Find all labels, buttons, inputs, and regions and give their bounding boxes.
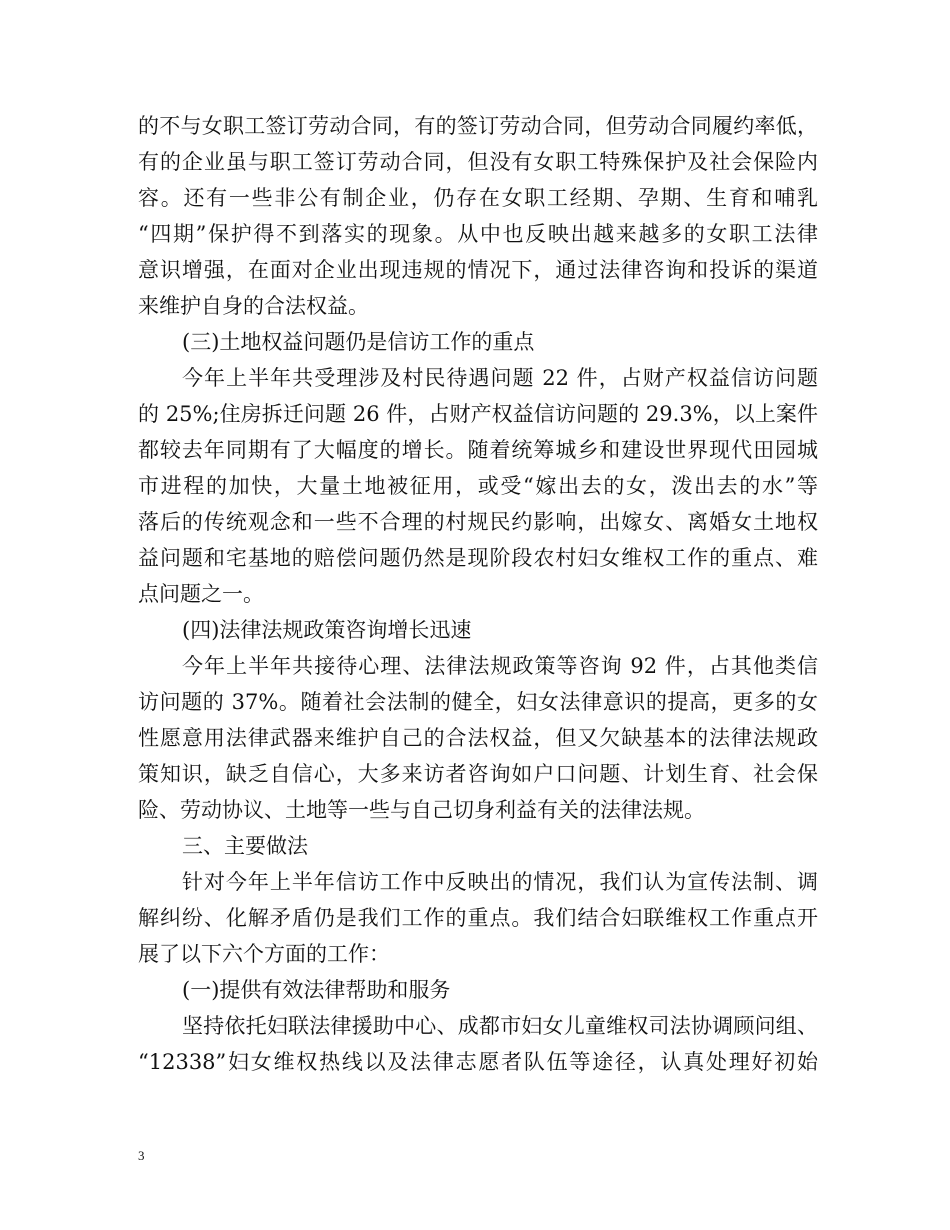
section-heading: (一)提供有效法律帮助和服务 <box>182 978 451 1002</box>
paragraph-line: 容。还有一些非公有制企业，仍存在女职工经期、孕期、生育和哺乳 <box>138 186 818 210</box>
paragraph-line: “四期”保护得不到落实的现象。从中也反映出越来越多的女职工法律 <box>138 222 818 246</box>
paragraph-line: 都较去年同期有了大幅度的增长。随着统筹城乡和建设世界现代田园城 <box>138 438 818 462</box>
paragraph-line: “12338”妇女维权热线以及法律志愿者队伍等途径，认真处理好初始 <box>138 1050 818 1074</box>
paragraph-line: 益问题和宅基地的赔偿问题仍然是现阶段农村妇女维权工作的重点、难 <box>138 546 818 570</box>
section-heading: (三)土地权益问题仍是信访工作的重点 <box>182 330 535 354</box>
paragraph-line: 针对今年上半年信访工作中反映出的情况，我们认为宣传法制、调 <box>182 870 818 894</box>
paragraph-line: 今年上半年共接待心理、法律法规政策等咨询 92 件，占其他类信 <box>182 654 818 678</box>
document-body <box>138 108 818 1080</box>
paragraph-line: 解纠纷、化解矛盾仍是我们工作的重点。我们结合妇联维权工作重点开 <box>138 906 818 930</box>
paragraph-line: 策知识，缺乏自信心，大多来访者咨询如户口问题、计划生育、社会保 <box>138 762 818 786</box>
paragraph-line: 意识增强，在面对企业出现违规的情况下，通过法律咨询和投诉的渠道 <box>138 258 818 282</box>
paragraph-line: 今年上半年共受理涉及村民待遇问题 22 件，占财产权益信访问题 <box>182 366 818 390</box>
paragraph-line: 访问题的 37%。随着社会法制的健全，妇女法律意识的提高，更多的女 <box>138 690 818 714</box>
paragraph-line: 点问题之一。 <box>138 582 264 606</box>
paragraph-line: 的不与女职工签订劳动合同，有的签订劳动合同，但劳动合同履约率低， <box>138 114 818 138</box>
paragraph-line: 有的企业虽与职工签订劳动合同，但没有女职工特殊保护及社会保险内 <box>138 150 818 174</box>
page-number: 3 <box>138 1148 145 1163</box>
paragraph-line: 险、劳动协议、土地等一些与自己切身利益有关的法律法规。 <box>138 798 705 822</box>
paragraph-line: 市进程的加快，大量土地被征用，或受“嫁出去的女，泼出去的水”等 <box>138 474 818 498</box>
paragraph-line: 的 25%;住房拆迁问题 26 件，占财产权益信访问题的 29.3%，以上案件 <box>138 402 818 426</box>
paragraph-line: 展了以下六个方面的工作： <box>138 942 390 966</box>
section-heading: 三、主要做法 <box>182 834 308 858</box>
paragraph-line: 落后的传统观念和一些不合理的村规民约影响，出嫁女、离婚女土地权 <box>138 510 818 534</box>
paragraph-line: 性愿意用法律武器来维护自己的合法权益，但又欠缺基本的法律法规政 <box>138 726 818 750</box>
paragraph-line: 来维护自身的合法权益。 <box>138 294 369 318</box>
section-heading: (四)法律法规政策咨询增长迅速 <box>182 618 472 642</box>
paragraph-line: 坚持依托妇联法律援助中心、成都市妇女儿童维权司法协调顾问组、 <box>182 1014 818 1038</box>
